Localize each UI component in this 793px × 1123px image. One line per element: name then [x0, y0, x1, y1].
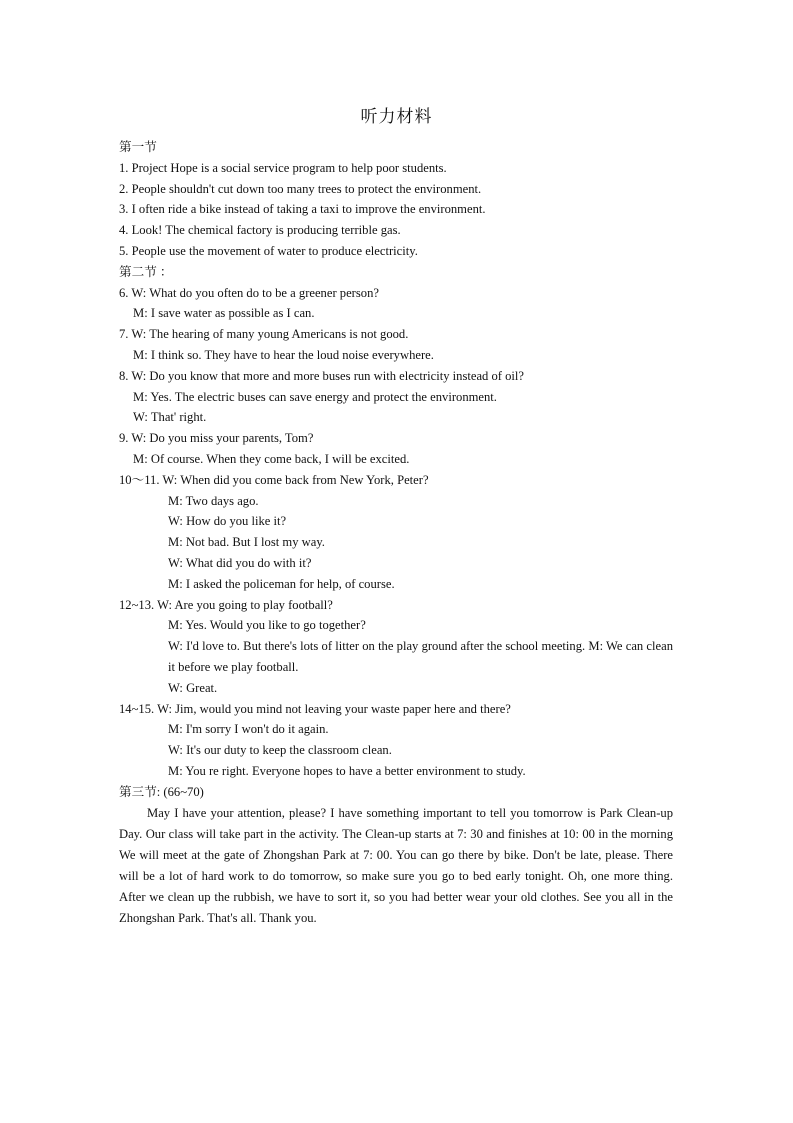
question-1: 1. Project Hope is a social service program to help poor students. — [119, 160, 447, 175]
dialogue-6-w: 6. W: What do you often do to be a greener person? — [119, 285, 379, 300]
dialogue-10-11-line: M: I asked the policeman for help, of course. — [168, 576, 395, 591]
dialogue-10-11-start: 10～11. W: When did you come back from New York, Peter? — [119, 472, 429, 487]
dialogue-10-11-line: M: Not bad. But I lost my way. — [168, 535, 325, 550]
section-3-heading: 第三节: (66~70) — [119, 784, 204, 799]
dialogue-14-15-line: M: I'm sorry I won't do it again. — [168, 722, 329, 737]
section-2-heading: 第二节 ： — [119, 264, 173, 279]
dialogue-9-w: 9. W: Do you miss your parents, Tom? — [119, 431, 314, 446]
dialogue-7-m: M: I think so. They have to hear the loud noise everywhere. — [133, 347, 434, 362]
document-body — [119, 137, 673, 929]
dialogue-8-w: 8. W: Do you know that more and more buses run with electricity instead of oil? — [119, 368, 525, 383]
dialogue-10-11-line: M: Two days ago. — [168, 493, 259, 508]
passage-paragraph: May I have your attention, please? I have something important to tell you tomorrow is Park Clean-up Day. Our class will take part in the activity. The Clean-up starts at 7: 30 and finishes at 10: 00 in the morning We will meet at the gate of Zhongshan Park at 7: 00. You can go there by bike. Don't be late, please. There will be a lot of hard work to do tomorrow, so make sure you go to bed early tonight. Oh, one more thing. After we clean up the rubbish, we have to sort it, so you had better wear your old clothes. See you all in the Zhongshan Park. That's all. Thank you. — [119, 805, 673, 925]
dialogue-14-15-line: M: You re right. Everyone hopes to have a better environment to study. — [168, 763, 526, 778]
dialogue-6-m: M: I save water as possible as I can. — [133, 306, 315, 321]
dialogue-8-w2: W: That' right. — [133, 410, 207, 425]
dialogue-14-15-line: W: It's our duty to keep the classroom clean. — [168, 743, 392, 758]
dialogue-12-13-line: M: Yes. Would you like to go together? — [168, 618, 366, 633]
dialogue-12-13-start: 12~13. W: Are you going to play football? — [119, 597, 333, 612]
dialogue-7-w: 7. W: The hearing of many young Americans is not good. — [119, 327, 409, 342]
dialogue-14-15-start: 14~15. W: Jim, would you mind not leaving your waste paper here and there? — [119, 701, 511, 716]
dialogue-12-13-line-wrapped: W: I'd love to. But there's lots of litter on the play ground after the school meeting. M: We can clean it before we play football. — [168, 639, 673, 674]
dialogue-10-11-line: W: How do you like it? — [168, 514, 287, 529]
section-1-heading: 第一节 — [119, 140, 157, 154]
dialogue-10-11-line: W: What did you do with it? — [168, 555, 312, 570]
question-2: 2. People shouldn't cut down too many trees to protect the environment. — [119, 181, 482, 196]
dialogue-8-m: M: Yes. The electric buses can save energy and protect the environment. — [133, 389, 497, 404]
page-title: 听力材料 — [360, 107, 433, 126]
question-5: 5. People use the movement of water to produce electricity. — [119, 243, 418, 258]
question-3: 3. I often ride a bike instead of taking a taxi to improve the environment. — [119, 202, 486, 217]
question-4: 4. Look! The chemical factory is producing terrible gas. — [119, 223, 401, 238]
dialogue-9-m: M: Of course. When they come back, I will be excited. — [133, 451, 410, 466]
dialogue-12-13-line: W: Great. — [168, 680, 218, 695]
